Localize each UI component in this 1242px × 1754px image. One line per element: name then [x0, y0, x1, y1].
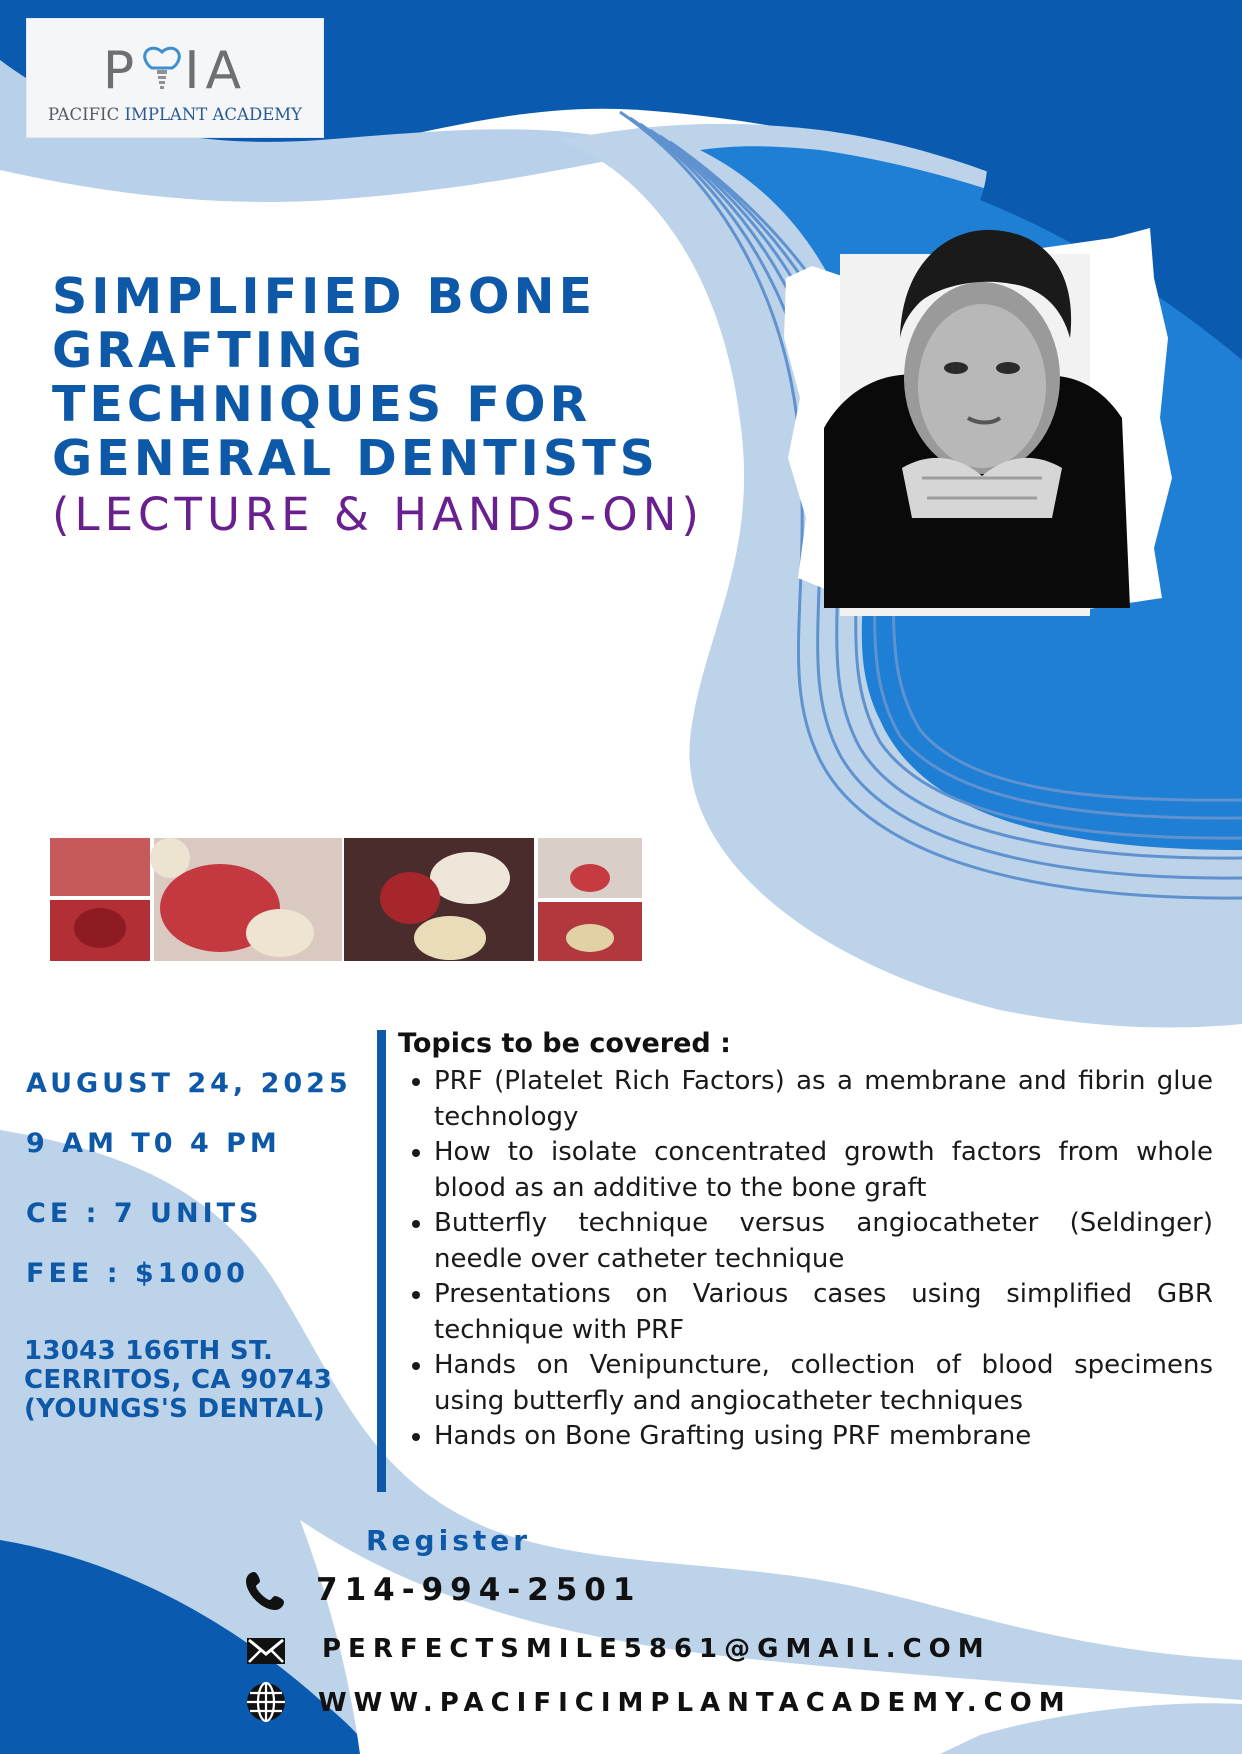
phone-icon[interactable]: [244, 1568, 288, 1612]
phone-link[interactable]: 714-994-2501: [316, 1572, 642, 1608]
event-date: AUGUST 24, 2025: [26, 1068, 352, 1099]
course-title: [52, 270, 732, 486]
topic-item: • Hands on Venipuncture, collection of blood specimens using butterfly and angiocatheter techniques: [434, 1348, 1213, 1419]
topics-section: [398, 1026, 1213, 1455]
logo-tagline: [27, 105, 323, 124]
course-title-line: GENERAL DENTISTS: [52, 430, 659, 487]
logo-name-implant-academy: IMPLANT ACADEMY: [124, 105, 303, 124]
topic-item: • Butterfly technique versus angiocatheter (Seldinger) needle over catheter technique: [434, 1206, 1213, 1277]
address-line: 13043 166TH ST.: [24, 1336, 274, 1366]
ce-units: CE : 7 UNITS: [26, 1198, 263, 1229]
address-line: CERRITOS, CA 90743: [24, 1365, 333, 1395]
tooth-implant-icon: [140, 46, 184, 94]
logo-wordmark: [27, 41, 323, 101]
course-title-line: SIMPLIFIED BONE: [52, 268, 597, 325]
course-title-line: GRAFTING: [52, 322, 367, 379]
course-title-line: TECHNIQUES FOR: [52, 376, 592, 433]
instructor-portrait: [782, 218, 1174, 618]
website-link[interactable]: WWW.PACIFICIMPLANTACADEMY.COM: [318, 1688, 1072, 1718]
course-subtitle: (LECTURE & HANDS-ON): [52, 488, 704, 541]
topic-item: • PRF (Platelet Rich Factors) as a membrane and fibrin glue technology: [434, 1064, 1213, 1135]
logo-name-pacific: PACIFIC: [47, 105, 125, 124]
register-heading: Register: [366, 1524, 532, 1557]
logo-letters-ia: IA: [184, 41, 248, 101]
event-time: 9 AM T0 4 PM: [26, 1128, 281, 1159]
address-line: (YOUNGS'S DENTAL): [24, 1394, 326, 1424]
course-fee: FEE : $1000: [26, 1258, 249, 1289]
logo-letter-p: P: [102, 41, 141, 101]
topics-list: [398, 1064, 1213, 1455]
email-link[interactable]: PERFECTSMILE5861@GMAIL.COM: [322, 1634, 991, 1664]
globe-icon[interactable]: [244, 1680, 288, 1724]
event-address: [24, 1337, 332, 1424]
academy-logo[interactable]: [26, 18, 324, 138]
topic-item: • How to isolate concentrated growth factors from whole blood as an additive to the bone graft: [434, 1135, 1213, 1206]
topic-item: • Presentations on Various cases using simplified GBR technique with PRF: [434, 1277, 1213, 1348]
envelope-icon[interactable]: [244, 1628, 288, 1672]
topics-heading: Topics to be covered :: [398, 1028, 731, 1059]
clinical-case-photos: [50, 838, 642, 961]
topic-item: • Hands on Bone Grafting using PRF membrane: [434, 1419, 1213, 1455]
vertical-divider: [377, 1030, 386, 1492]
